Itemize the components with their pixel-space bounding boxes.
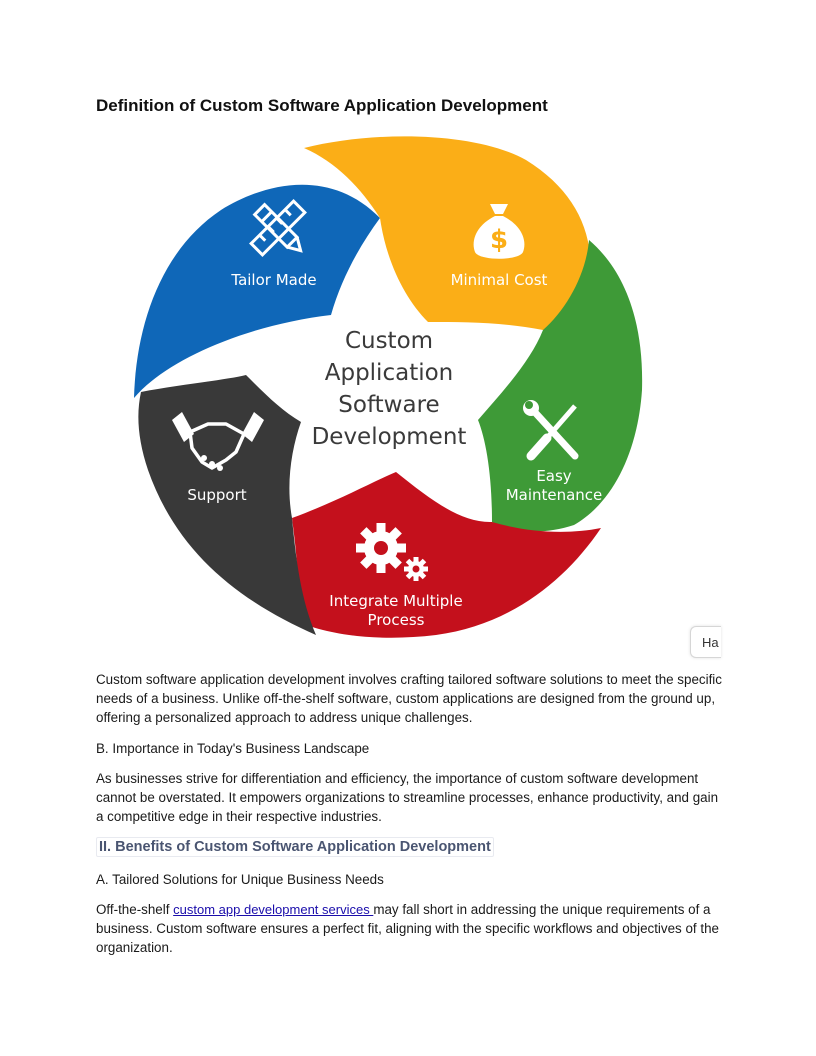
custom-software-diagram [96, 130, 720, 660]
center-line-2: Application [324, 360, 454, 386]
tailored-heading: A. Tailored Solutions for Unique Business Needs [96, 872, 384, 887]
custom-app-development-link[interactable]: custom app development services [173, 902, 374, 917]
center-line-1: Custom [344, 328, 434, 354]
importance-heading: B. Importance in Today's Business Landscape [96, 741, 370, 756]
label-tailor-made: Tailor Made [231, 271, 317, 289]
segment-support [138, 375, 316, 635]
center-line-4: Development [311, 424, 467, 450]
label-integrate-multiple: Integrate Multiple [329, 592, 463, 610]
tailored-paragraph [96, 900, 724, 957]
tailored-text-after: may fall short in addressing the unique requirements of a business. Custom software ensures a perfect fit, aligning with the specific workflows and objectives of the organization. [96, 902, 719, 955]
label-support: Support [187, 486, 247, 504]
label-maintenance: Maintenance [505, 486, 603, 504]
label-minimal-cost: Minimal Cost [450, 271, 548, 289]
importance-paragraph: As businesses strive for differentiation and efficiency, the importance of custom software development cannot be overstated. It empowers organizations to streamline processes, enhance productivity, and gain a competitive edge in their respective industries. [96, 771, 719, 824]
center-line-3: Software [338, 392, 440, 418]
label-process: Process [367, 611, 425, 629]
dollar-symbol: $ [489, 225, 509, 255]
page-title: Definition of Custom Software Application Development [96, 96, 548, 115]
benefits-heading: II. Benefits of Custom Software Application Development [96, 837, 494, 857]
label-easy: Easy [536, 467, 572, 485]
chat-tab-label: Ha [702, 635, 719, 650]
intro-paragraph: Custom software application development involves crafting tailored software solutions to meet the specific needs of a business. Unlike off-the-shelf software, custom applications are designed from the ground up, offering a personalized approach to address unique challenges. [96, 672, 722, 725]
chat-widget-tab[interactable] [690, 626, 721, 658]
tailored-text-before: Off-the-shelf [96, 902, 174, 917]
